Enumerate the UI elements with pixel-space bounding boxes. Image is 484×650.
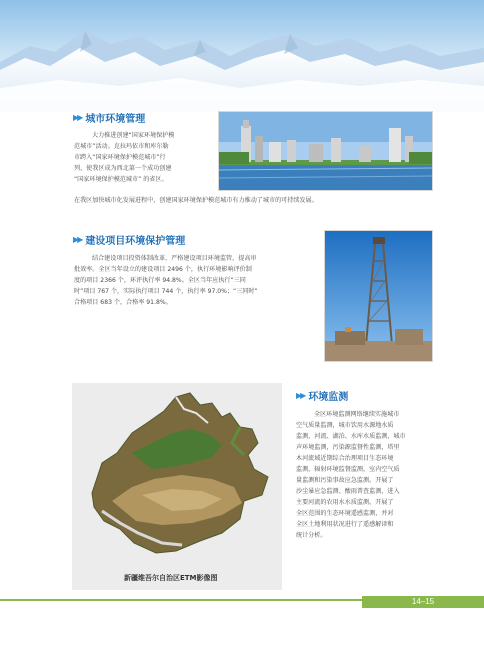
construction-para-line-5: 合格项目 683 个，合格率 91.8%。 <box>74 299 172 306</box>
section-heading-monitoring <box>296 388 348 403</box>
city-para-line-1: 大力推进创建“国家环境保护模 <box>92 132 175 139</box>
monitoring-para-line-3: 监测，河流、湖泊、水库水质监测，城市 <box>296 433 406 440</box>
section-heading-construction <box>73 232 185 247</box>
monitoring-para-line-1: 全区环境监测网络继续实施城市 <box>314 411 400 418</box>
monitoring-para-line-9: 主要河流的农用水水质监测。开展了 <box>296 499 394 506</box>
monitoring-para-line-10: 全区范围的生态环境遥感监测，并对 <box>296 510 394 517</box>
section-title-monitoring: 环境监测 <box>308 392 349 403</box>
map-caption: 新疆维吾尔自治区ETM影像图 <box>124 574 218 582</box>
oil-rig-photo <box>324 230 433 362</box>
construction-para-line-1: 结合建设项目投资体制改革，严格建设项目环境监管，提高审 <box>92 255 257 262</box>
construction-para-line-3: 度的项目 2366 个，环评执行率 94.8%。全区当年应执行“三同 <box>74 277 246 284</box>
monitoring-para-line-2: 空气质量监测，城市饮用水源地水质 <box>296 422 394 429</box>
city-para-line-2: 范城市”活动。克拉玛依市和库尔勒 <box>74 143 169 150</box>
section-title-construction: 建设项目环境保护管理 <box>85 236 186 247</box>
monitoring-para-line-11: 全区土地利用状况进行了遥感解译和 <box>296 521 394 528</box>
monitoring-para-line-12: 统计分析。 <box>296 532 327 539</box>
city-skyline-photo <box>218 111 433 191</box>
city-para-line-4: 列，使我区成为西北第一个成功创建 <box>74 165 172 172</box>
city-para-line-5: “国家环境保护模范城市” 的省区。 <box>74 176 168 183</box>
monitoring-para-line-5: 木河流域近期综合治理项目生态环境 <box>296 455 394 462</box>
construction-para-line-2: 批效率。全区当年设立的建设项目 2496 个，执行环境影响评价制 <box>74 266 252 273</box>
page-number: 14–15 <box>411 597 435 606</box>
monitoring-para-line-7: 量监测和污染事故应急监测。开展了 <box>296 477 394 484</box>
construction-para-line-4: 时”项目 767 个，实际执行项目 744 个，执行率 97.0%；“三同时” <box>74 288 258 295</box>
section-title-city: 城市环境管理 <box>85 114 146 125</box>
double-arrow-icon: ▶▶ <box>73 235 82 244</box>
double-arrow-icon: ▶▶ <box>296 391 305 400</box>
mountain-banner <box>0 0 484 112</box>
mountain-illustration <box>0 0 484 112</box>
section-heading-city <box>73 110 145 125</box>
map-panel <box>72 383 282 590</box>
city-para-line-6: 在我区加快城市化发展进程中，创建国家环境保护模范城市有力推动了城市的可持续发展。 <box>74 197 318 204</box>
monitoring-para-line-4: 声环境监测，污染源监督性监测，塔里 <box>296 444 400 451</box>
xinjiang-etm-map <box>72 383 282 563</box>
double-arrow-icon: ▶▶ <box>73 113 82 122</box>
monitoring-para-line-6: 监测，辐射环境监督监测，室内空气质 <box>296 466 400 473</box>
city-para-line-3: 市跨入“国家环境保护模范城市”行 <box>74 154 166 161</box>
monitoring-para-line-8: 沙尘暴应急监测、酸雨普查监测、进入 <box>296 488 400 495</box>
